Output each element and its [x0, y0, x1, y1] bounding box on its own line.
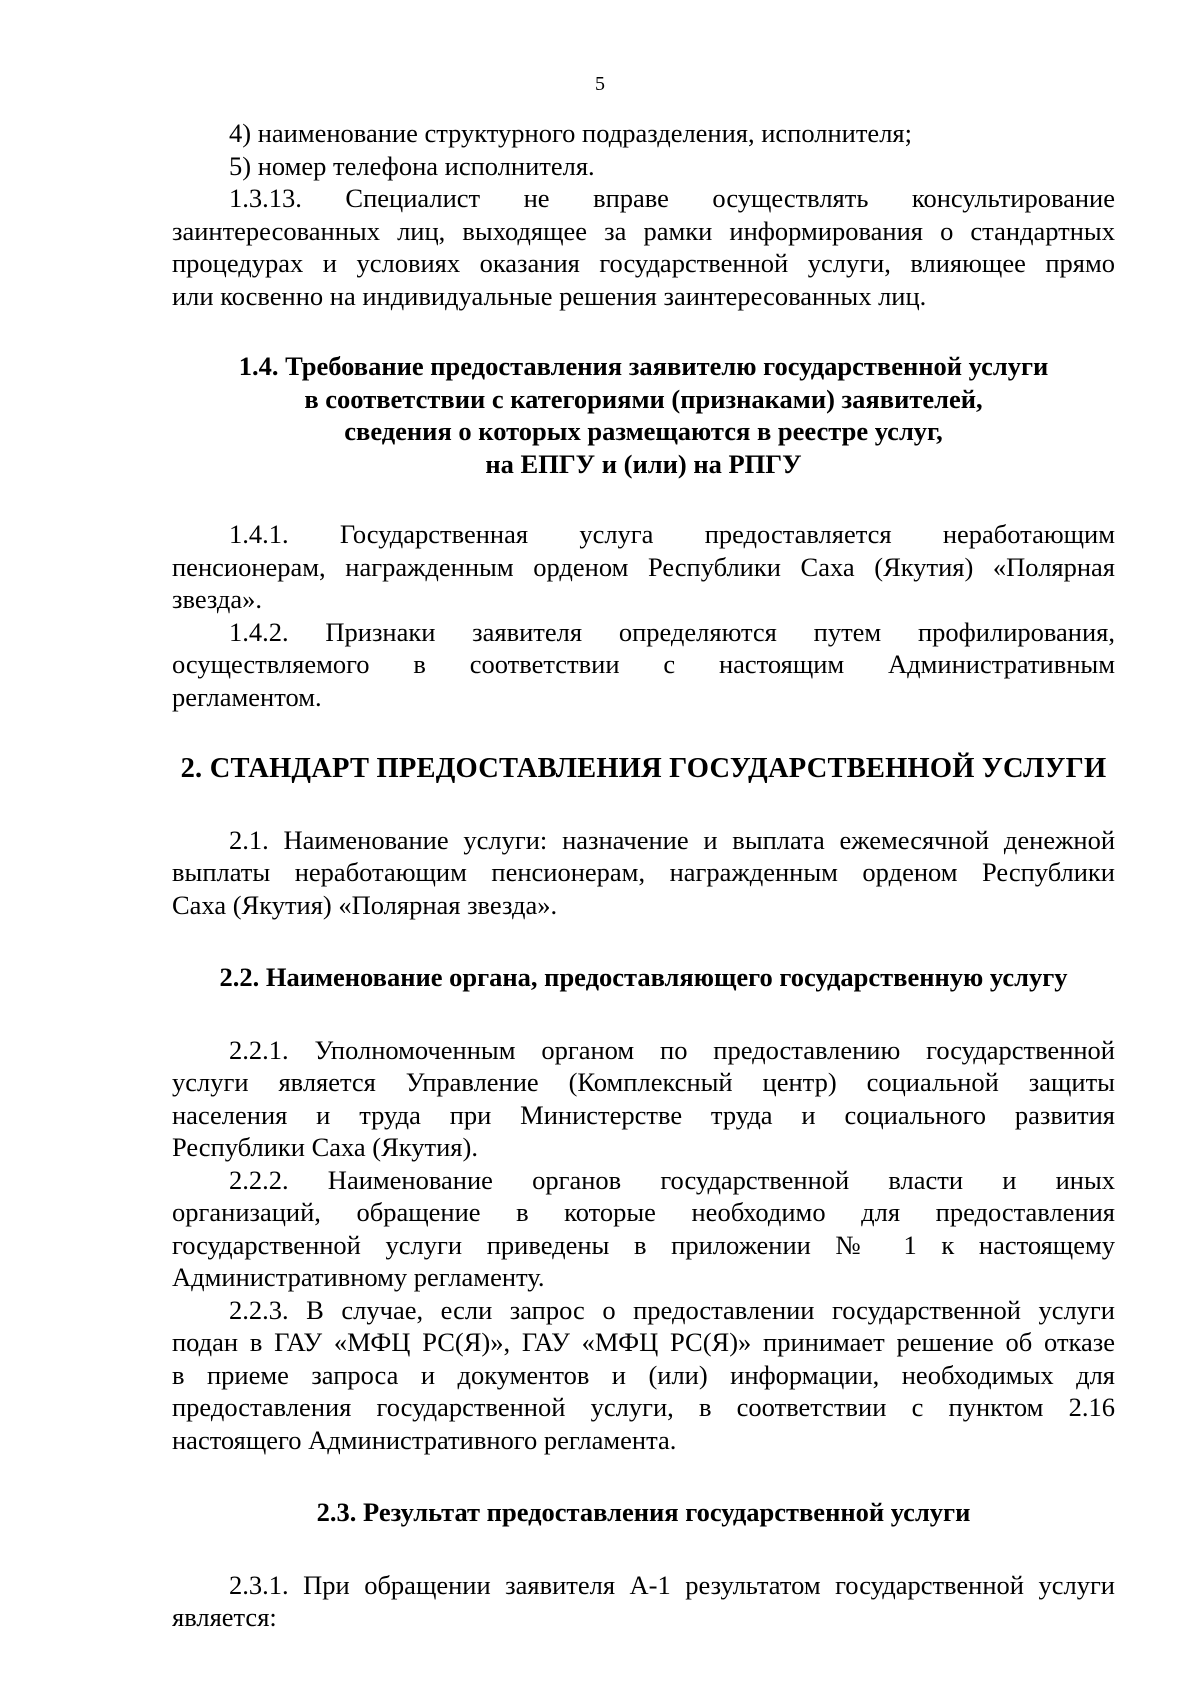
- paragraph-line: Административному регламенту.: [172, 1262, 545, 1292]
- paragraph-line: или косвенно на индивидуальные решения заинтересованных лиц.: [172, 280, 927, 311]
- paragraph-line: в приеме запроса и документов и (или) информации, необходимых для: [172, 1359, 1115, 1390]
- paragraph-line: предоставления государственной услуги, в соответствии с пунктом 2.16: [172, 1392, 1115, 1422]
- list-item-5: 5) номер телефона исполнителя.: [229, 150, 595, 181]
- paragraph-line: 2.1. Наименование услуги: назначение и выплата ежемесячной денежной: [229, 824, 1115, 855]
- heading-line: сведения о которых размещаются в реестре услуг,: [344, 416, 943, 446]
- paragraph-line: 2.2.2. Наименование органов государственной власти и иных: [229, 1164, 1115, 1195]
- heading-line: в соответствии с категориями (признаками) заявителей,: [304, 383, 983, 414]
- paragraph-line: государственной услуги приведены в приложении № 1 к настоящему: [172, 1229, 1115, 1260]
- spacer: [172, 312, 1115, 350]
- paragraph-line: звезда».: [172, 584, 263, 614]
- paragraph-line: выплаты неработающим пенсионерам, награжденным орденом Республики: [172, 857, 1115, 887]
- paragraph-1-4-2: [172, 616, 1115, 714]
- paragraph-2-2-3: [172, 1294, 1115, 1457]
- heading-line: 1.4. Требование предоставления заявителю государственной услуги: [238, 351, 1049, 381]
- paragraph-line: Республики Саха (Якутия).: [172, 1132, 478, 1162]
- spacer: [172, 480, 1115, 518]
- paragraph-line: регламентом.: [172, 681, 322, 712]
- section-heading-2-3: 2.3. Результат предоставления государственной услуги: [316, 1497, 971, 1527]
- document-body: [172, 117, 1115, 1634]
- paragraph-line: пенсионерам, награжденным орденом Республики Саха (Якутия) «Полярная: [172, 551, 1115, 582]
- paragraph-2-2-2: [172, 1164, 1115, 1294]
- paragraph-line: процедурах и условиях оказания государственной услуги, влияющее прямо: [172, 248, 1115, 278]
- heading-line: на ЕПГУ и (или) на РПГУ: [485, 448, 802, 479]
- spacer: [172, 1456, 1115, 1496]
- paragraph-line: 1.4.1. Государственная услуга предоставляется неработающим: [229, 519, 1115, 549]
- paragraph-line: услуги является Управление (Комплексный центр) социальной защиты: [172, 1067, 1115, 1097]
- paragraph-line: подан в ГАУ «МФЦ РС(Я)», ГАУ «МФЦ РС(Я)» принимает решение об отказе: [172, 1327, 1115, 1357]
- paragraph-line: настоящего Административного регламента.: [172, 1424, 677, 1455]
- paragraph-1-4-1: [172, 518, 1115, 616]
- paragraph-2-2-1: [172, 1034, 1115, 1164]
- paragraph-line: 2.2.1. Уполномоченным органом по предоставлению государственной: [229, 1034, 1115, 1065]
- spacer: [172, 994, 1115, 1034]
- paragraph-line: является:: [172, 1602, 277, 1632]
- chapter-heading-2: 2. СТАНДАРТ ПРЕДОСТАВЛЕНИЯ ГОСУДАРСТВЕННОЙ УСЛУГИ: [180, 753, 1107, 784]
- paragraph-1-3-13: [172, 182, 1115, 312]
- spacer: [172, 713, 1115, 753]
- spacer: [172, 1529, 1115, 1569]
- paragraph-line: осуществляемого в соответствии с настоящим Административным: [172, 649, 1115, 679]
- paragraph-line: населения и труда при Министерстве труда и социального развития: [172, 1099, 1115, 1130]
- paragraph-2-3-1: [172, 1569, 1115, 1634]
- page-number: 5: [595, 73, 605, 95]
- paragraph-line: 1.3.13. Специалист не вправе осуществлять консультирование: [229, 183, 1115, 213]
- paragraph-line: Саха (Якутия) «Полярная звезда».: [172, 889, 558, 920]
- paragraph-2-1: [172, 824, 1115, 922]
- section-heading-2-2: 2.2. Наименование органа, предоставляющего государственную услугу: [219, 962, 1068, 992]
- paragraph-line: организаций, обращение в которые необходимо для предоставления: [172, 1197, 1115, 1227]
- spacer: [172, 786, 1115, 824]
- paragraph-line: 1.4.2. Признаки заявителя определяются путем профилирования,: [229, 616, 1115, 647]
- section-heading-1-4: [172, 350, 1115, 480]
- paragraph-line: 2.3.1. При обращении заявителя А-1 результатом государственной услуги: [229, 1569, 1115, 1600]
- paragraph-line: 2.2.3. В случае, если запрос о предоставлении государственной услуги: [229, 1294, 1115, 1325]
- paragraph-line: заинтересованных лиц, выходящее за рамки информирования о стандартных: [172, 215, 1115, 246]
- list-item-4: 4) наименование структурного подразделения, исполнителя;: [229, 118, 912, 148]
- spacer: [172, 921, 1115, 961]
